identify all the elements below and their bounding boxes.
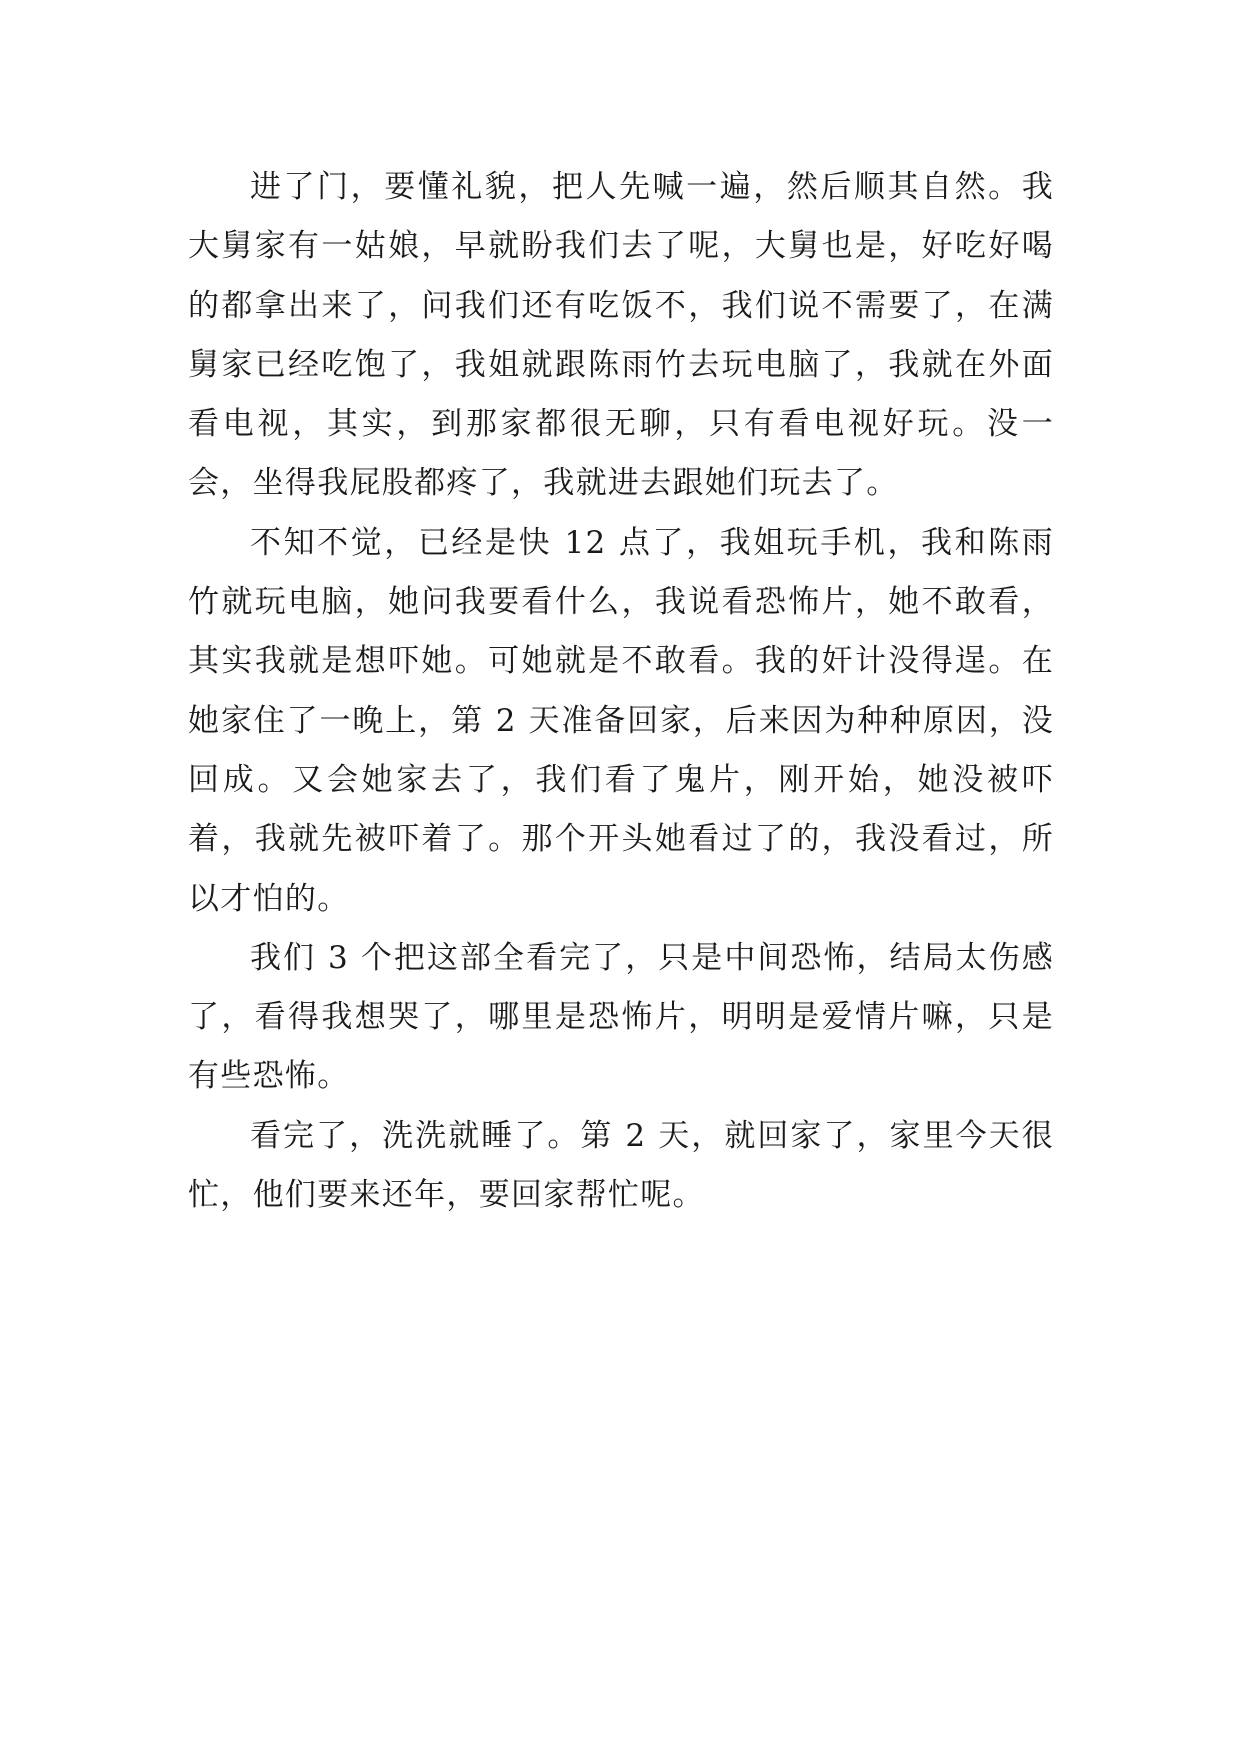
- paragraph-4: 看完了，洗洗就睡了。第 2 天，就回家了，家里今天很忙，他们要来还年，要回家帮忙呢。: [188, 1117, 1054, 1214]
- paragraph-3: 我们 3 个把这部全看完了，只是中间恐怖，结局太伤感了，看得我想哭了，哪里是恐怖片，明明是爱情片嘛，只是有些恐怖。: [188, 939, 1054, 1095]
- paragraph-2: 不知不觉，已经是快 12 点了，我姐玩手机，我和陈雨竹就玩电脑，她问我要看什么，我说看恐怖片，她不敢看，其实我就是想吓她。可她就是不敢看。我的奸计没得逞。在她家住了一晚上，第 2 天准备回家，后来因为种种原因，没回成。又会她家去了，我们看了鬼片，刚开始，她没被吓着，我就先被吓着了。那个开头她看过了的，我没看过，所以才怕的。: [188, 524, 1054, 917]
- paragraph-1: 进了门，要懂礼貌，把人先喊一遍，然后顺其自然。我大舅家有一姑娘，早就盼我们去了呢，大舅也是，好吃好喝的都拿出来了，问我们还有吃饭不，我们说不需要了，在满舅家已经吃饱了，我姐就跟陈雨竹去玩电脑了，我就在外面看电视，其实，到那家都很无聊，只有看电视好玩。没一会，坐得我屁股都疼了，我就进去跟她们玩去了。: [188, 169, 1054, 502]
- body-text: [188, 158, 1054, 1225]
